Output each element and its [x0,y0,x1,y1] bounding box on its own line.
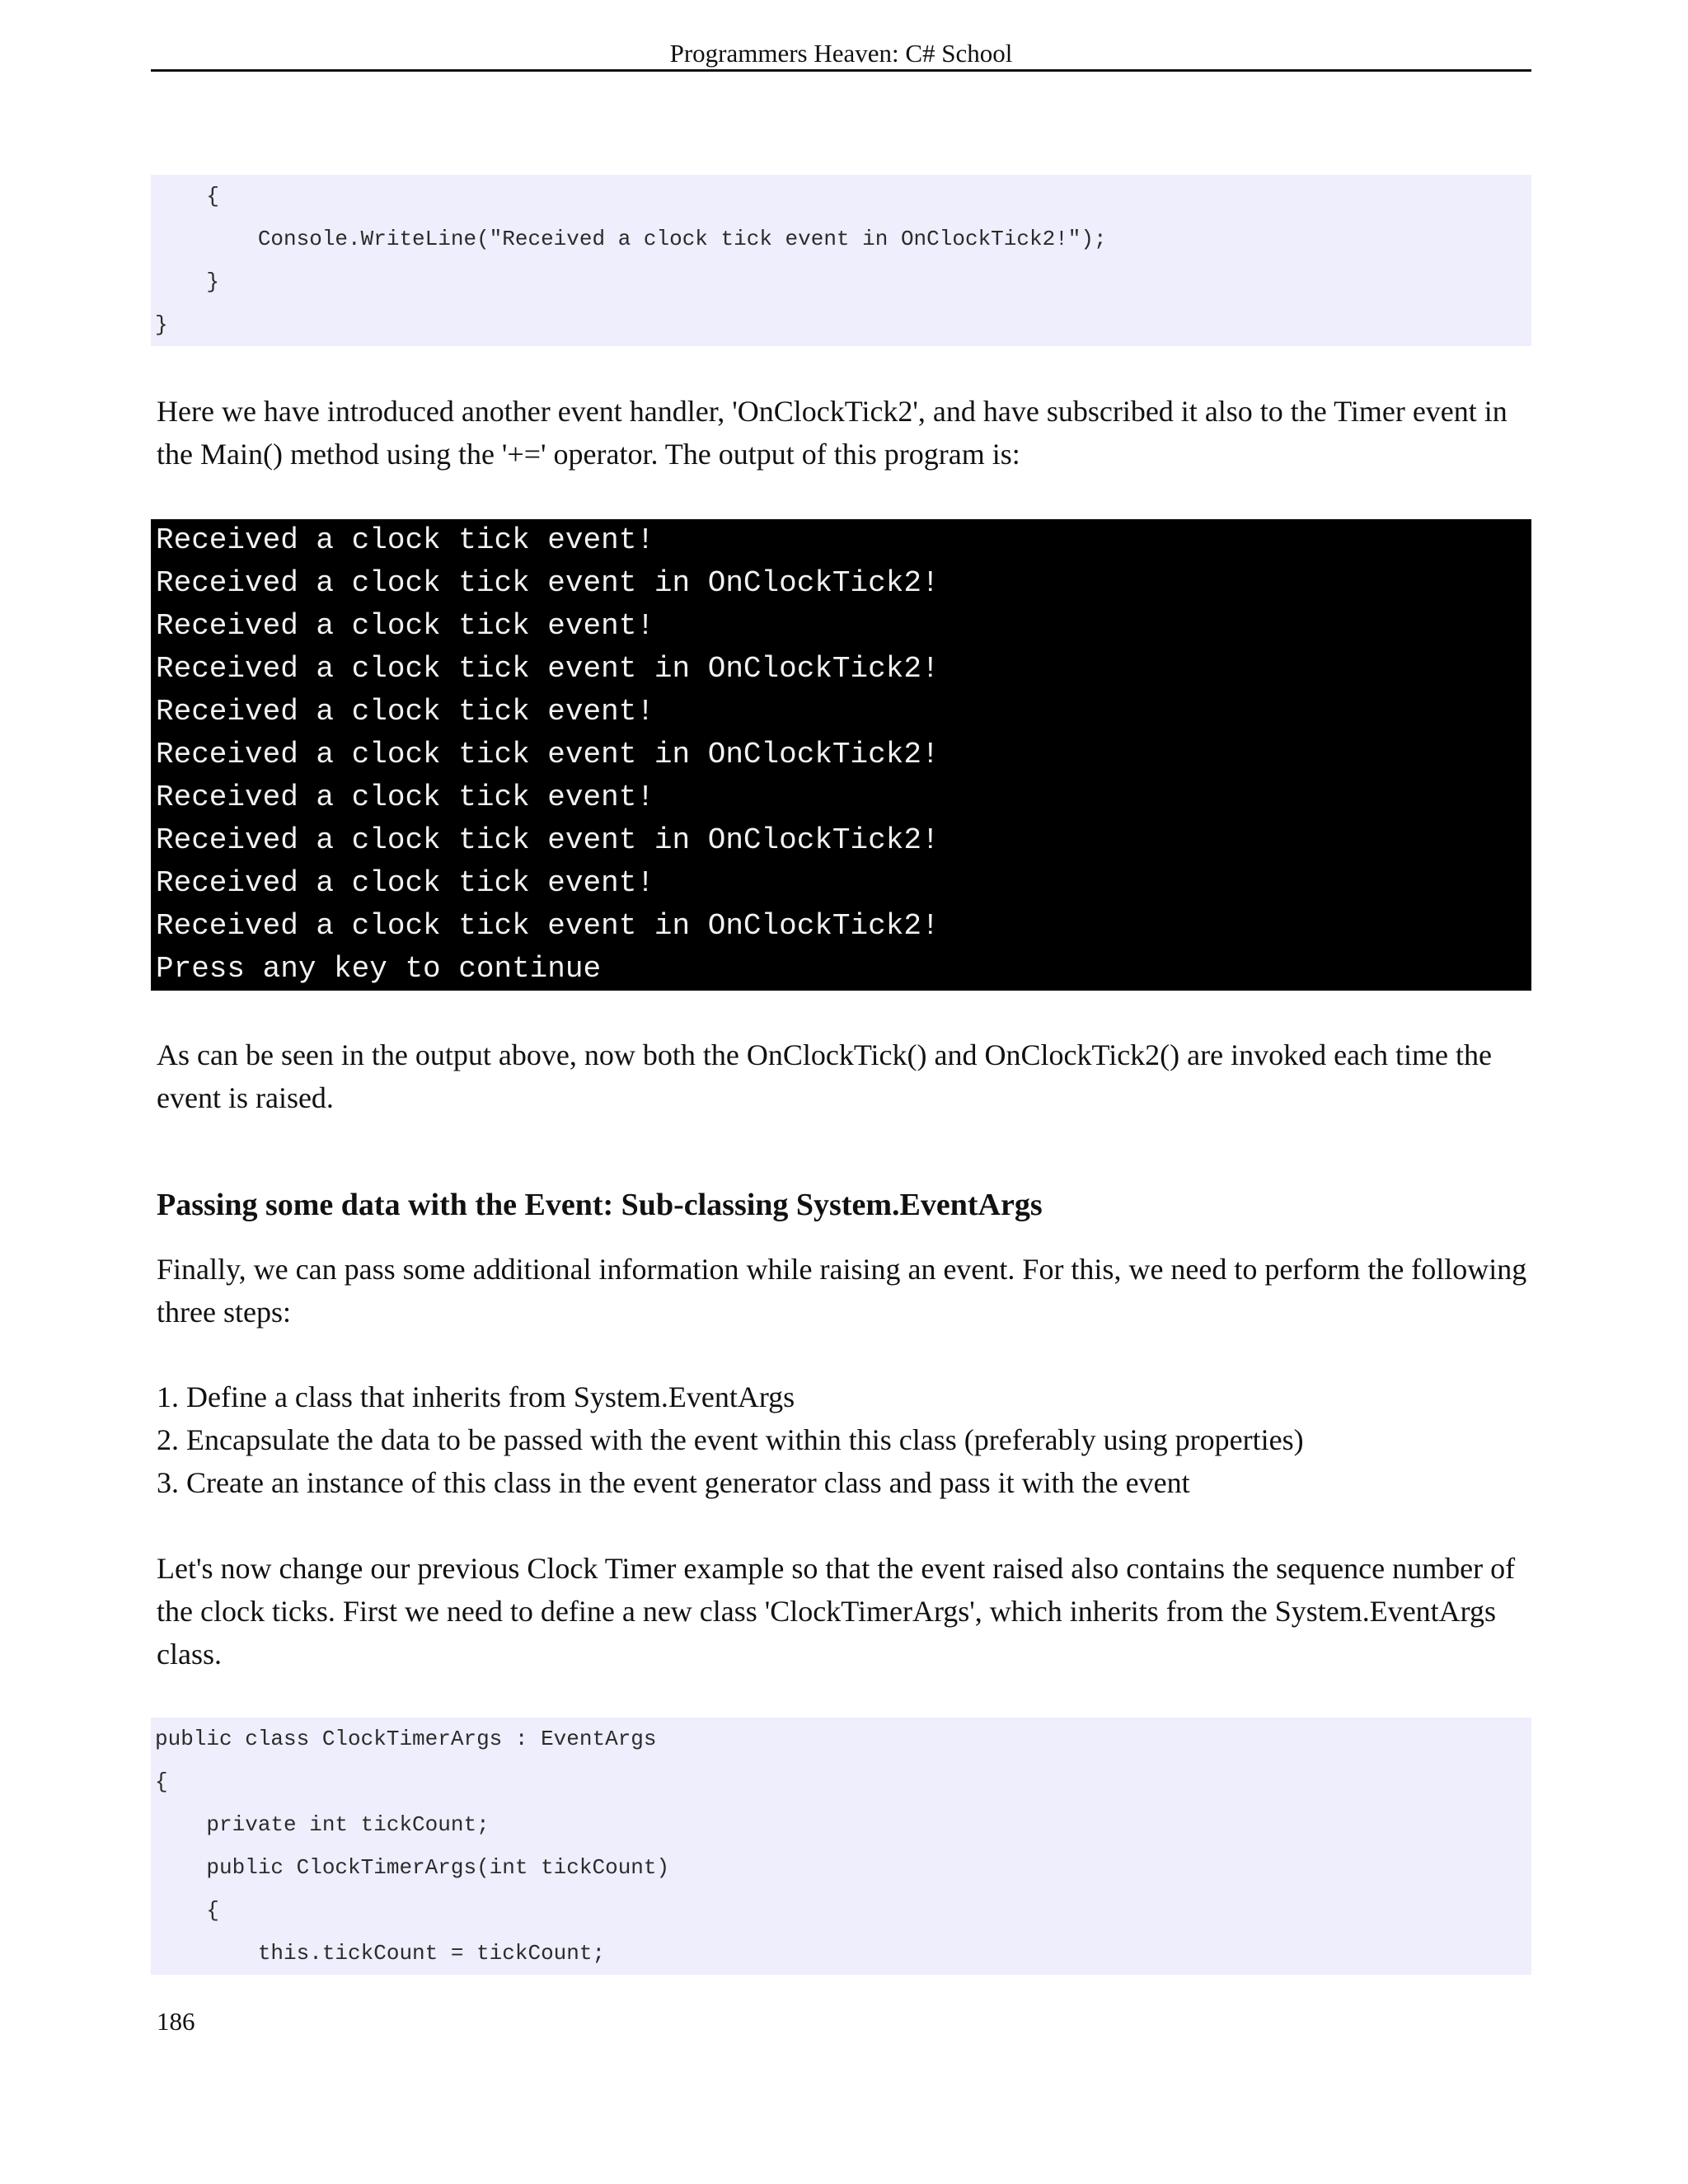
page-number: 186 [157,2007,195,2036]
list-item: 3. Create an instance of this class in the event generator class and pass it with the event [157,1466,1190,1499]
console-line: Received a clock tick event! [156,609,654,643]
code-line: { [155,184,220,209]
console-line: Received a clock tick event in OnClockTick2! [156,823,940,857]
code-line: } [155,312,168,337]
console-line: Received a clock tick event! [156,523,654,557]
console-line: Press any key to continue [156,952,602,986]
console-line: Received a clock tick event in OnClockTick2! [156,652,940,686]
console-line: Received a clock tick event in OnClockTick2! [156,566,940,600]
code-line: public class ClockTimerArgs : EventArgs [155,1727,657,1751]
console-line: Received a clock tick event! [156,780,654,814]
console-line: Received a clock tick event in OnClockTick2! [156,738,940,771]
code-line: this.tickCount = tickCount; [155,1941,606,1966]
list-item: 1. Define a class that inherits from System.EventArgs [157,1380,795,1413]
console-output [151,519,1531,991]
code-line: { [155,1898,220,1923]
header-rule [151,69,1531,72]
code-line: Console.WriteLine("Received a clock tick event in OnClockTick2!"); [155,227,1107,251]
code-line: { [155,1769,168,1794]
code-block-bottom [151,1718,1531,1975]
code-line: private int tickCount; [155,1812,490,1837]
code-line: } [155,269,220,294]
console-line: Received a clock tick event! [156,866,654,900]
running-header: Programmers Heaven: C# School [669,39,1013,68]
paragraph-intro: Here we have introduced another event handler, 'OnClockTick2', and have subscribed it also to the Timer event in the Main() method using the '+=' operator. The output of this program is: [157,395,1507,471]
list-item: 2. Encapsulate the data to be passed with the event within this class (preferably using properties) [157,1423,1304,1456]
paragraph-change: Let's now change our previous Clock Timer example so that the event raised also contains the sequence number of the clock ticks. First we need to define a new class 'ClockTimerArgs', which inherits from the System.EventArgs class. [157,1552,1516,1671]
code-line: public ClockTimerArgs(int tickCount) [155,1855,670,1880]
steps-list [157,1376,1535,1504]
section-heading: Passing some data with the Event: Sub-classing System.EventArgs [157,1188,1043,1222]
console-line: Received a clock tick event in OnClockTick2! [156,909,940,943]
paragraph-output-note: As can be seen in the output above, now both the OnClockTick() and OnClockTick2() are invoked each time the event is raised. [157,1038,1492,1114]
console-line: Received a clock tick event! [156,695,654,729]
code-block-top [151,175,1531,346]
paragraph-finally: Finally, we can pass some additional information while raising an event. For this, we need to perform the following three steps: [157,1253,1527,1329]
